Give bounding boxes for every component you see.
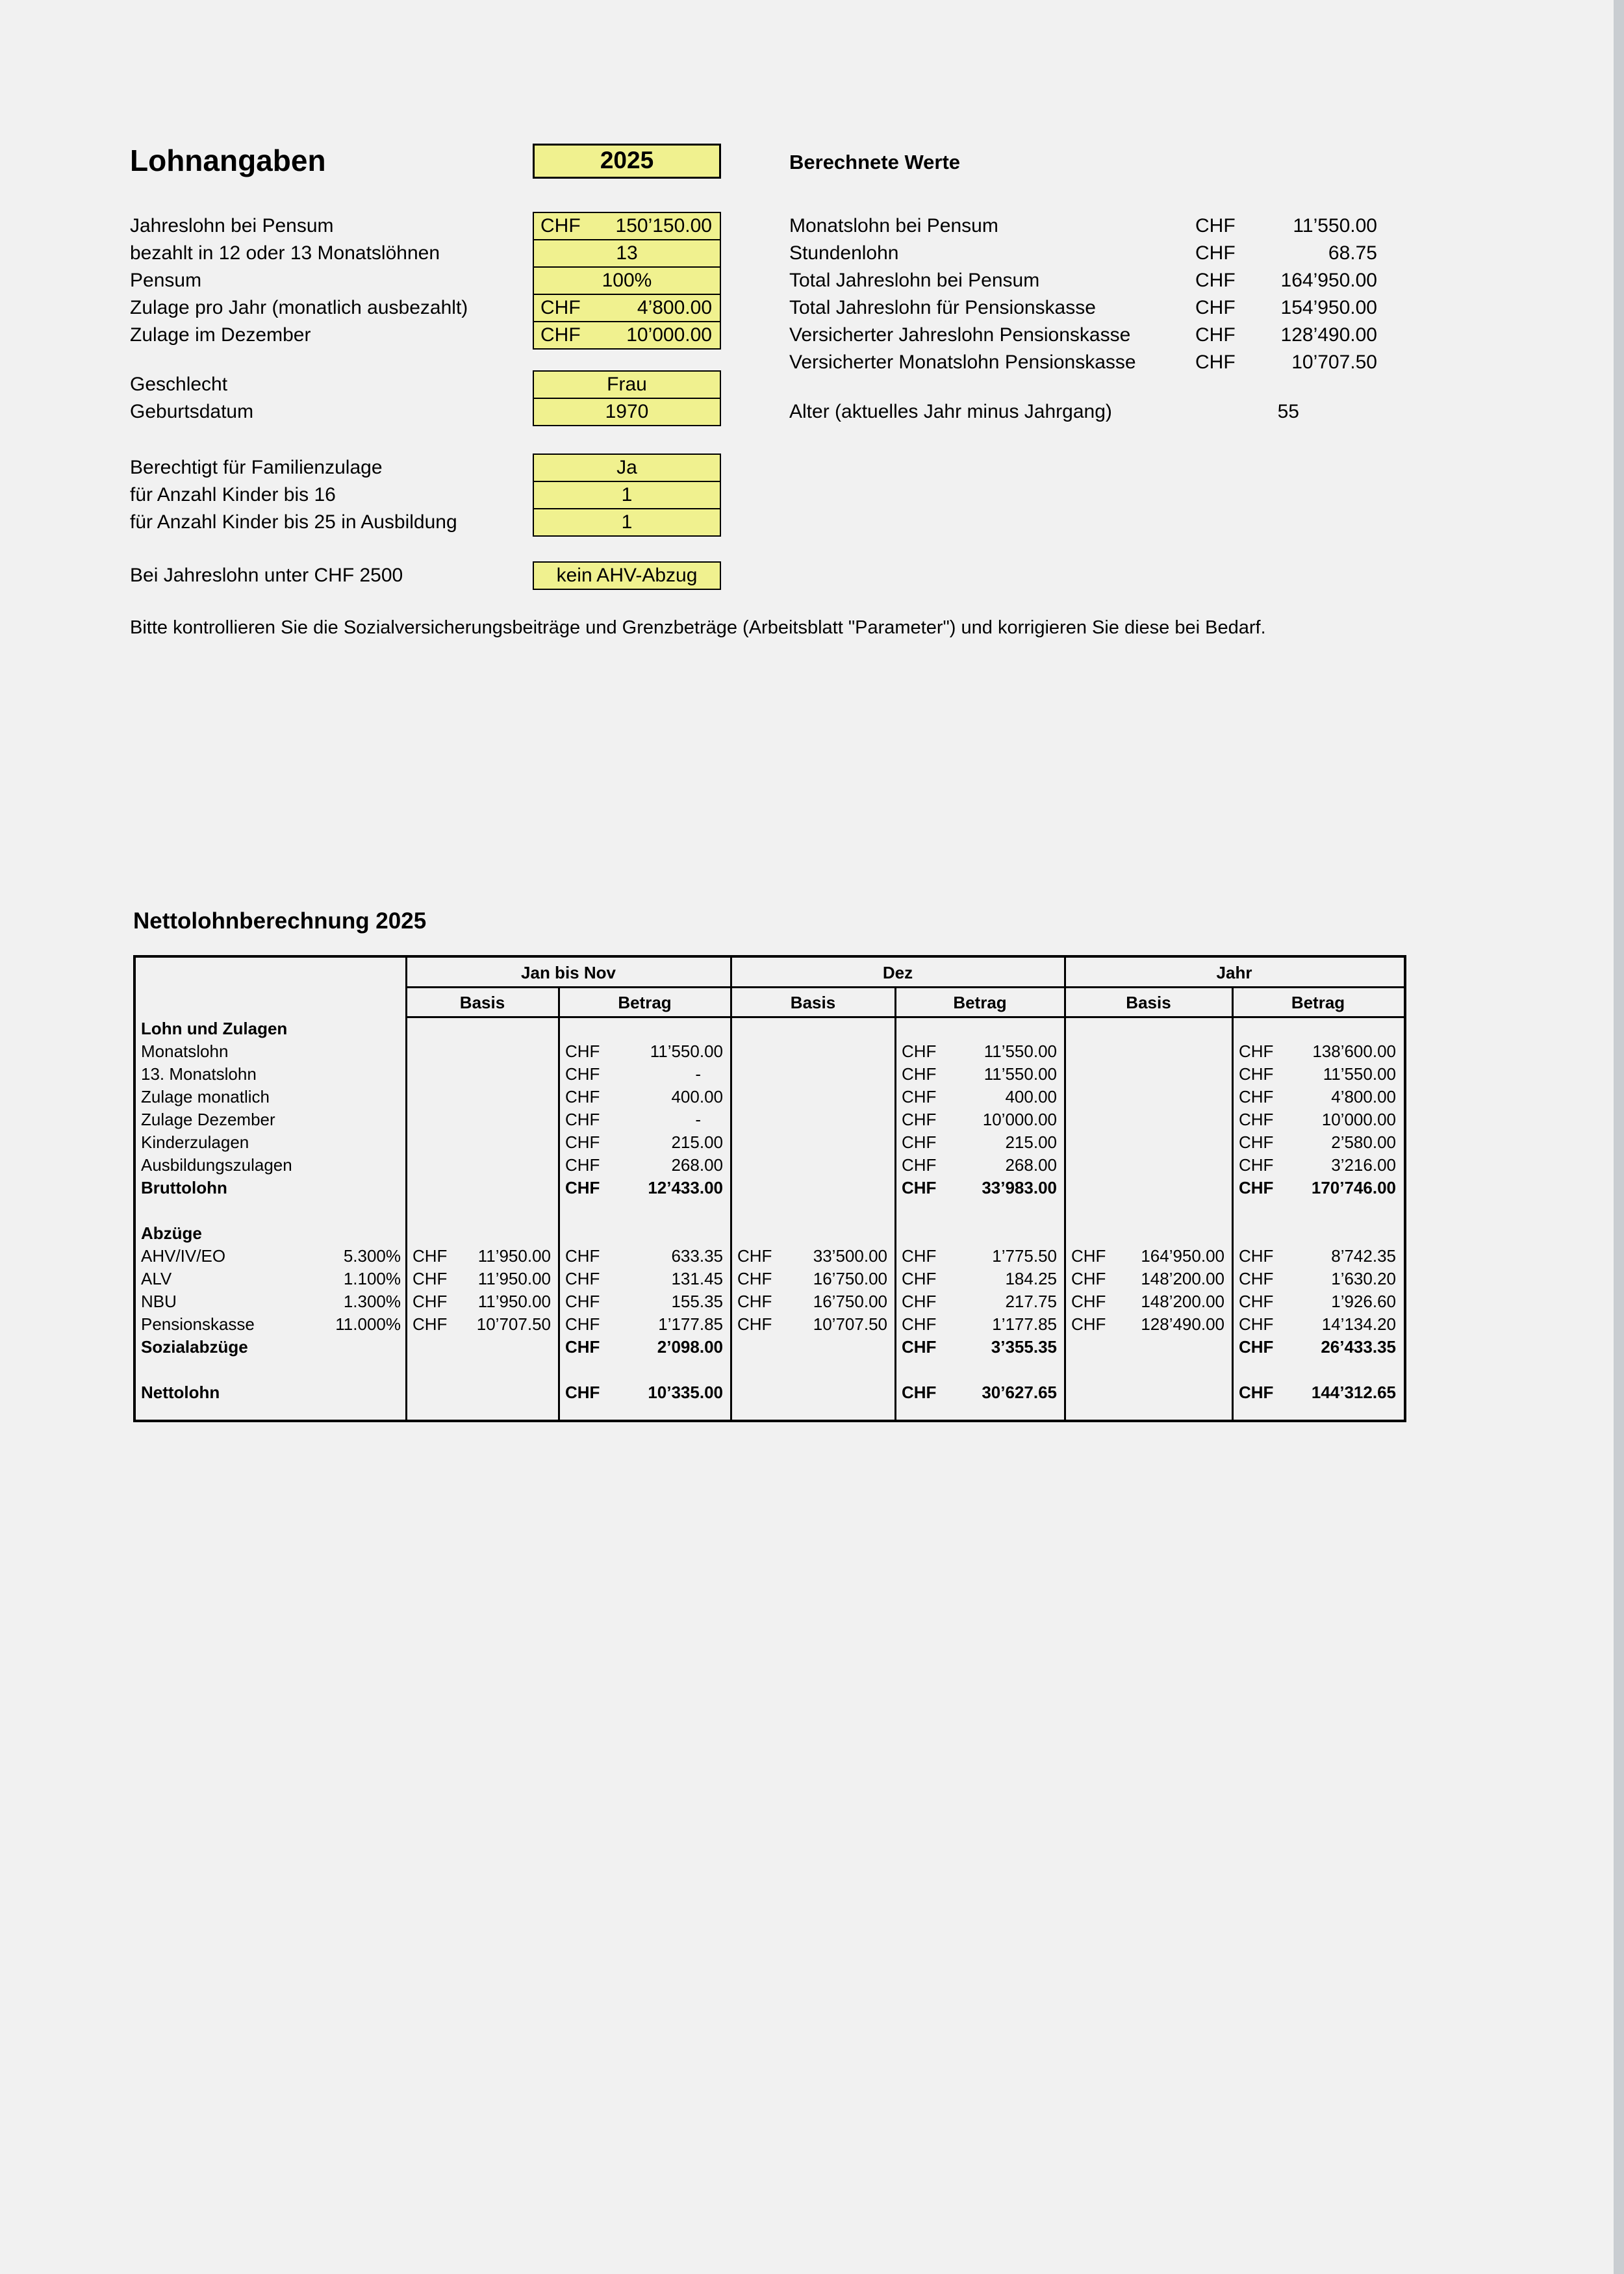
input-label-geburtsdatum: Geburtsdatum	[130, 401, 254, 422]
input-cell-berechtigt-f-r-familienzulage[interactable]: Ja	[533, 454, 721, 482]
amount-cell	[731, 1268, 895, 1290]
table-row-nettolohn	[136, 1381, 1404, 1404]
cell-amount: 16’750.00	[813, 1269, 887, 1288]
currency-label: CHF	[565, 1178, 600, 1197]
input-label-bei-jahreslohn-unter-chf-2500: Bei Jahreslohn unter CHF 2500	[130, 565, 403, 586]
cell-amount: 128’490.00	[1141, 1314, 1224, 1334]
column-group-header-dez: Dez	[882, 963, 913, 982]
amount-cell	[559, 1177, 731, 1199]
table-row-lohn-und-zulagen	[136, 1017, 1404, 1040]
year-input-cell[interactable]: 2025	[533, 144, 721, 179]
currency-label: CHF	[1239, 1246, 1274, 1266]
currency-label: CHF	[565, 1337, 600, 1357]
row-percentage: 1.300%	[343, 1292, 401, 1311]
currency-label: CHF	[565, 1246, 600, 1266]
cell-amount: 26’433.35	[1321, 1337, 1396, 1357]
amount-cell	[895, 1381, 1065, 1404]
cell-amount: 11’550.00	[650, 1041, 723, 1061]
row-label: Lohn und Zulagen	[141, 1019, 288, 1038]
amount-cell	[559, 1040, 731, 1063]
cell-amount: 1’177.85	[658, 1314, 723, 1334]
column-subheader-basis: Basis	[1126, 993, 1171, 1012]
computed-label: Versicherter Jahreslohn Pensionskasse	[789, 324, 1131, 346]
computed-label: Monatslohn bei Pensum	[789, 215, 998, 236]
input-cell-f-r-anzahl-kinder-bis-25-in-ausbildung[interactable]: 1	[533, 508, 721, 537]
amount-cell	[895, 1313, 1065, 1336]
input-label-geschlecht: Geschlecht	[130, 374, 228, 395]
currency-label: CHF	[902, 1383, 937, 1402]
currency-label: CHF	[737, 1269, 772, 1288]
currency-label: CHF	[737, 1292, 772, 1311]
amount-cell	[1232, 1245, 1404, 1268]
amount-cell	[559, 1336, 731, 1359]
input-label-bezahlt-in-12-oder-13-monatsl-hnen: bezahlt in 12 oder 13 Monatslöhnen	[130, 242, 440, 264]
amount-cell	[1232, 1177, 1404, 1199]
amount-cell	[559, 1063, 731, 1086]
amount-cell	[895, 1245, 1065, 1268]
currency-label: CHF	[1195, 270, 1236, 291]
computed-label: Versicherter Monatslohn Pensionskasse	[789, 351, 1136, 373]
amount-cell	[559, 1108, 731, 1131]
currency-label: CHF	[902, 1269, 937, 1288]
amount-cell	[559, 1313, 731, 1336]
amount-cell	[1065, 1245, 1232, 1268]
computed-value: 128’490.00	[1280, 324, 1377, 346]
cell-amount: 16’750.00	[813, 1292, 887, 1311]
currency-label: CHF	[412, 1314, 448, 1334]
currency-label: CHF	[565, 1314, 600, 1334]
row-label: Bruttolohn	[141, 1178, 227, 1197]
page-title: Lohnangaben	[130, 144, 326, 177]
cell-amount: 10’335.00	[648, 1383, 723, 1402]
table-row-monatslohn	[136, 1040, 1404, 1063]
computed-row-total-jahreslohn-f-r-pensionskasse	[789, 294, 1377, 322]
input-label-zulage-im-dezember: Zulage im Dezember	[130, 324, 311, 346]
cell-amount: 4’800.00	[1331, 1087, 1396, 1106]
computed-row-alter	[789, 398, 1377, 426]
amount-cell	[895, 1040, 1065, 1063]
input-value: 150’150.00	[615, 215, 712, 236]
row-label: ALV	[141, 1269, 172, 1288]
row-percentage: 5.300%	[343, 1246, 401, 1266]
amount-cell	[559, 1154, 731, 1177]
computed-row-versicherter-jahreslohn-pensionskasse	[789, 321, 1377, 350]
cell-amount: 14’134.20	[1321, 1314, 1396, 1334]
table-row-blank-15	[136, 1359, 1404, 1381]
input-label-berechtigt-f-r-familienzulage: Berechtigt für Familienzulage	[130, 457, 383, 478]
input-cell-bezahlt-in-12-oder-13-monatsl-hnen[interactable]: 13	[533, 239, 721, 268]
row-label: Nettolohn	[141, 1383, 220, 1402]
computed-value: 164’950.00	[1280, 270, 1377, 291]
row-label: Zulage monatlich	[141, 1087, 270, 1106]
column-group-header-jahr: Jahr	[1216, 963, 1252, 982]
column-subheader-betrag: Betrag	[1291, 993, 1345, 1012]
table-row-blank-8	[136, 1199, 1404, 1222]
row-label: Pensionskasse	[141, 1314, 255, 1334]
row-label: AHV/IV/EO	[141, 1246, 226, 1266]
amount-cell	[895, 1336, 1065, 1359]
row-percentage: 11.000%	[335, 1314, 401, 1334]
currency-label: CHF	[737, 1314, 772, 1334]
cell-amount: 155.35	[671, 1292, 723, 1311]
currency-label: CHF	[1195, 242, 1236, 264]
currency-label: CHF	[1239, 1064, 1274, 1084]
column-subheader-basis: Basis	[459, 993, 505, 1012]
currency-label: CHF	[1071, 1269, 1106, 1288]
cell-amount: 10’707.50	[813, 1314, 887, 1334]
row-label: Kinderzulagen	[141, 1132, 249, 1152]
currency-label: CHF	[902, 1314, 937, 1334]
computed-row-total-jahreslohn-bei-pensum	[789, 266, 1377, 295]
currency-label: CHF	[1239, 1087, 1274, 1106]
currency-label: CHF	[902, 1132, 937, 1152]
cell-amount: 400.00	[1005, 1087, 1057, 1106]
amount-cell	[406, 1290, 559, 1313]
cell-amount: -	[695, 1064, 701, 1084]
amount-cell	[406, 1268, 559, 1290]
row-label: NBU	[141, 1292, 177, 1311]
currency-label: CHF	[412, 1269, 448, 1288]
column-subheader-basis: Basis	[790, 993, 836, 1012]
computed-label: Total Jahreslohn für Pensionskasse	[789, 297, 1096, 318]
cell-amount: 2’580.00	[1331, 1132, 1396, 1152]
currency-label: CHF	[1195, 351, 1236, 373]
currency-label: CHF	[540, 215, 581, 236]
currency-label: CHF	[565, 1064, 600, 1084]
computed-row-monatslohn-bei-pensum	[789, 212, 1377, 240]
cell-amount: 11’550.00	[983, 1041, 1057, 1061]
cell-amount: 215.00	[1005, 1132, 1057, 1152]
amount-cell	[895, 1131, 1065, 1154]
computed-values-title: Berechnete Werte	[789, 151, 961, 173]
amount-cell	[1065, 1313, 1232, 1336]
cell-amount: 11’550.00	[1323, 1064, 1396, 1084]
currency-label: CHF	[1071, 1314, 1106, 1334]
amount-cell	[1232, 1381, 1404, 1404]
cell-amount: 138’600.00	[1312, 1041, 1396, 1061]
cell-amount: 11’550.00	[983, 1064, 1057, 1084]
table-row-sozialabz-ge	[136, 1336, 1404, 1359]
computed-label: Total Jahreslohn bei Pensum	[789, 270, 1040, 291]
currency-label: CHF	[902, 1178, 937, 1197]
row-label: Zulage Dezember	[141, 1110, 275, 1129]
cell-amount: 30’627.65	[982, 1383, 1057, 1402]
cell-amount: 217.75	[1005, 1292, 1057, 1311]
cell-amount: 2’098.00	[657, 1337, 723, 1357]
currency-label: CHF	[902, 1337, 937, 1357]
amount-cell	[895, 1063, 1065, 1086]
currency-label: CHF	[565, 1292, 600, 1311]
amount-cell	[731, 1313, 895, 1336]
currency-label: CHF	[412, 1292, 448, 1311]
cell-amount: 144’312.65	[1311, 1383, 1396, 1402]
input-cell-f-r-anzahl-kinder-bis-16[interactable]: 1	[533, 481, 721, 509]
amount-cell	[559, 1268, 731, 1290]
input-label-jahreslohn-bei-pensum: Jahreslohn bei Pensum	[130, 215, 334, 236]
currency-label: CHF	[1239, 1155, 1274, 1175]
table-row-zulage-monatlich	[136, 1086, 1404, 1108]
amount-cell	[1232, 1290, 1404, 1313]
input-label-pensum: Pensum	[130, 270, 202, 291]
input-cell-geburtsdatum[interactable]: 1970	[533, 398, 721, 426]
column-group-header-jan-bis-nov: Jan bis Nov	[521, 963, 616, 982]
cell-amount: 11’950.00	[477, 1292, 551, 1311]
amount-cell	[731, 1290, 895, 1313]
cell-amount: 148’200.00	[1141, 1292, 1224, 1311]
currency-label: CHF	[1239, 1383, 1274, 1402]
computed-label: Stundenlohn	[789, 242, 899, 264]
input-cell-geschlecht[interactable]: Frau	[533, 370, 721, 399]
currency-label: CHF	[902, 1064, 937, 1084]
amount-cell	[1232, 1131, 1404, 1154]
input-cell-bei-jahreslohn-unter-chf-2500[interactable]: kein AHV-Abzug	[533, 561, 721, 590]
amount-cell	[1232, 1108, 1404, 1131]
amount-cell	[895, 1268, 1065, 1290]
cell-amount: 12’433.00	[648, 1178, 723, 1197]
currency-label: CHF	[1239, 1314, 1274, 1334]
cell-amount: 170’746.00	[1311, 1178, 1396, 1197]
computed-row-versicherter-monatslohn-pensionskasse	[789, 348, 1377, 377]
input-value: 4’800.00	[637, 297, 712, 318]
currency-label: CHF	[902, 1041, 937, 1061]
currency-label: CHF	[565, 1087, 600, 1106]
cell-amount: 268.00	[671, 1155, 723, 1175]
currency-label: CHF	[565, 1041, 600, 1061]
amount-cell	[895, 1290, 1065, 1313]
cell-amount: 215.00	[671, 1132, 723, 1152]
cell-amount: 1’177.85	[992, 1314, 1057, 1334]
currency-label: CHF	[1195, 324, 1236, 346]
amount-cell	[406, 1313, 559, 1336]
row-label: Ausbildungszulagen	[141, 1155, 292, 1175]
currency-label: CHF	[902, 1246, 937, 1266]
amount-cell	[1065, 1268, 1232, 1290]
computed-value: 154’950.00	[1280, 297, 1377, 318]
cell-amount: 11’950.00	[477, 1246, 551, 1266]
table-row-zulage-dezember	[136, 1108, 1404, 1131]
input-cell-zulage-pro-jahr-monatlich-ausbezahlt[interactable]	[533, 294, 721, 322]
table-row-pensionskasse	[136, 1313, 1404, 1336]
cell-amount: 10’707.50	[476, 1314, 551, 1334]
currency-label: CHF	[1239, 1132, 1274, 1152]
currency-label: CHF	[565, 1132, 600, 1152]
table-row-abz-ge	[136, 1222, 1404, 1245]
cell-amount: 184.25	[1005, 1269, 1057, 1288]
currency-label: CHF	[902, 1292, 937, 1311]
computed-value: 55	[1277, 401, 1299, 422]
row-label: Sozialabzüge	[141, 1337, 248, 1357]
cell-amount: -	[695, 1110, 701, 1129]
currency-label: CHF	[1071, 1246, 1106, 1266]
table-row-ausbildungszulagen	[136, 1154, 1404, 1177]
table-row-bruttolohn	[136, 1177, 1404, 1199]
computed-row-stundenlohn	[789, 239, 1377, 268]
cell-amount: 633.35	[671, 1246, 723, 1266]
cell-amount: 33’500.00	[813, 1246, 887, 1266]
table-row-13-monatslohn	[136, 1063, 1404, 1086]
amount-cell	[895, 1154, 1065, 1177]
amount-cell	[559, 1245, 731, 1268]
currency-label: CHF	[1239, 1337, 1274, 1357]
amount-cell	[559, 1086, 731, 1108]
amount-cell	[406, 1245, 559, 1268]
table-row-alv	[136, 1268, 1404, 1290]
currency-label: CHF	[1195, 297, 1236, 318]
currency-label: CHF	[1239, 1269, 1274, 1288]
input-cell-zulage-im-dezember[interactable]	[533, 321, 721, 350]
computed-value: 10’707.50	[1291, 351, 1377, 373]
amount-cell	[1232, 1086, 1404, 1108]
amount-cell	[559, 1131, 731, 1154]
amount-cell	[895, 1108, 1065, 1131]
cell-amount: 268.00	[1005, 1155, 1057, 1175]
cell-amount: 148’200.00	[1141, 1269, 1224, 1288]
currency-label: CHF	[1071, 1292, 1106, 1311]
currency-label: CHF	[565, 1383, 600, 1402]
table-row-nbu	[136, 1290, 1404, 1313]
amount-cell	[1232, 1040, 1404, 1063]
table-row-kinderzulagen	[136, 1131, 1404, 1154]
input-cell-jahreslohn-bei-pensum[interactable]	[533, 212, 721, 240]
cell-amount: 131.45	[671, 1269, 723, 1288]
currency-label: CHF	[1195, 215, 1236, 236]
cell-amount: 33’983.00	[982, 1178, 1057, 1197]
currency-label: CHF	[565, 1269, 600, 1288]
computed-value: 68.75	[1328, 242, 1377, 264]
input-value: 10’000.00	[626, 324, 712, 346]
amount-cell	[1232, 1336, 1404, 1359]
input-label-f-r-anzahl-kinder-bis-16: für Anzahl Kinder bis 16	[130, 484, 336, 505]
computed-value: 11’550.00	[1293, 215, 1377, 236]
cell-amount: 3’216.00	[1331, 1155, 1396, 1175]
currency-label: CHF	[902, 1110, 937, 1129]
input-cell-pensum[interactable]: 100%	[533, 266, 721, 295]
cell-amount: 400.00	[671, 1087, 723, 1106]
amount-cell	[895, 1177, 1065, 1199]
parameter-note: Bitte kontrollieren Sie die Sozialversicherungsbeiträge und Grenzbeträge (Arbeitsblatt "Parameter") und korrigieren Sie diese bei Bedarf.	[130, 617, 1266, 638]
net-table-title: Nettolohnberechnung 2025	[133, 908, 427, 934]
currency-label: CHF	[1239, 1041, 1274, 1061]
row-label: Abzüge	[141, 1223, 202, 1243]
cell-amount: 11’950.00	[477, 1269, 551, 1288]
net-salary-table	[133, 955, 1406, 1422]
amount-cell	[895, 1086, 1065, 1108]
cell-amount: 1’926.60	[1331, 1292, 1396, 1311]
currency-label: CHF	[412, 1246, 448, 1266]
amount-cell	[1232, 1063, 1404, 1086]
currency-label: CHF	[540, 324, 581, 346]
input-label-f-r-anzahl-kinder-bis-25-in-ausbildung: für Anzahl Kinder bis 25 in Ausbildung	[130, 511, 457, 533]
currency-label: CHF	[565, 1110, 600, 1129]
cell-amount: 1’630.20	[1331, 1269, 1396, 1288]
currency-label: CHF	[565, 1155, 600, 1175]
amount-cell	[1232, 1268, 1404, 1290]
cell-amount: 10’000.00	[1321, 1110, 1396, 1129]
currency-label: CHF	[1239, 1292, 1274, 1311]
cell-amount: 164’950.00	[1141, 1246, 1224, 1266]
cell-amount: 10’000.00	[982, 1110, 1057, 1129]
column-subheader-betrag: Betrag	[953, 993, 1007, 1012]
computed-label: Alter (aktuelles Jahr minus Jahrgang)	[789, 401, 1112, 422]
amount-cell	[559, 1290, 731, 1313]
currency-label: CHF	[1239, 1178, 1274, 1197]
right-edge-strip	[1614, 0, 1624, 2274]
column-subheader-betrag: Betrag	[618, 993, 672, 1012]
amount-cell	[731, 1245, 895, 1268]
cell-amount: 8’742.35	[1331, 1246, 1396, 1266]
currency-label: CHF	[902, 1087, 937, 1106]
amount-cell	[559, 1381, 731, 1404]
amount-cell	[1232, 1154, 1404, 1177]
amount-cell	[1232, 1313, 1404, 1336]
row-percentage: 1.100%	[343, 1269, 401, 1288]
table-row-ahv-iv-eo	[136, 1245, 1404, 1268]
cell-amount: 1’775.50	[992, 1246, 1057, 1266]
currency-label: CHF	[540, 297, 581, 318]
row-label: 13. Monatslohn	[141, 1064, 257, 1084]
amount-cell	[1065, 1290, 1232, 1313]
currency-label: CHF	[1239, 1110, 1274, 1129]
input-label-zulage-pro-jahr-monatlich-ausbezahlt: Zulage pro Jahr (monatlich ausbezahlt)	[130, 297, 468, 318]
currency-label: CHF	[737, 1246, 772, 1266]
currency-label: CHF	[902, 1155, 937, 1175]
cell-amount: 3’355.35	[991, 1337, 1057, 1357]
row-label: Monatslohn	[141, 1041, 229, 1061]
